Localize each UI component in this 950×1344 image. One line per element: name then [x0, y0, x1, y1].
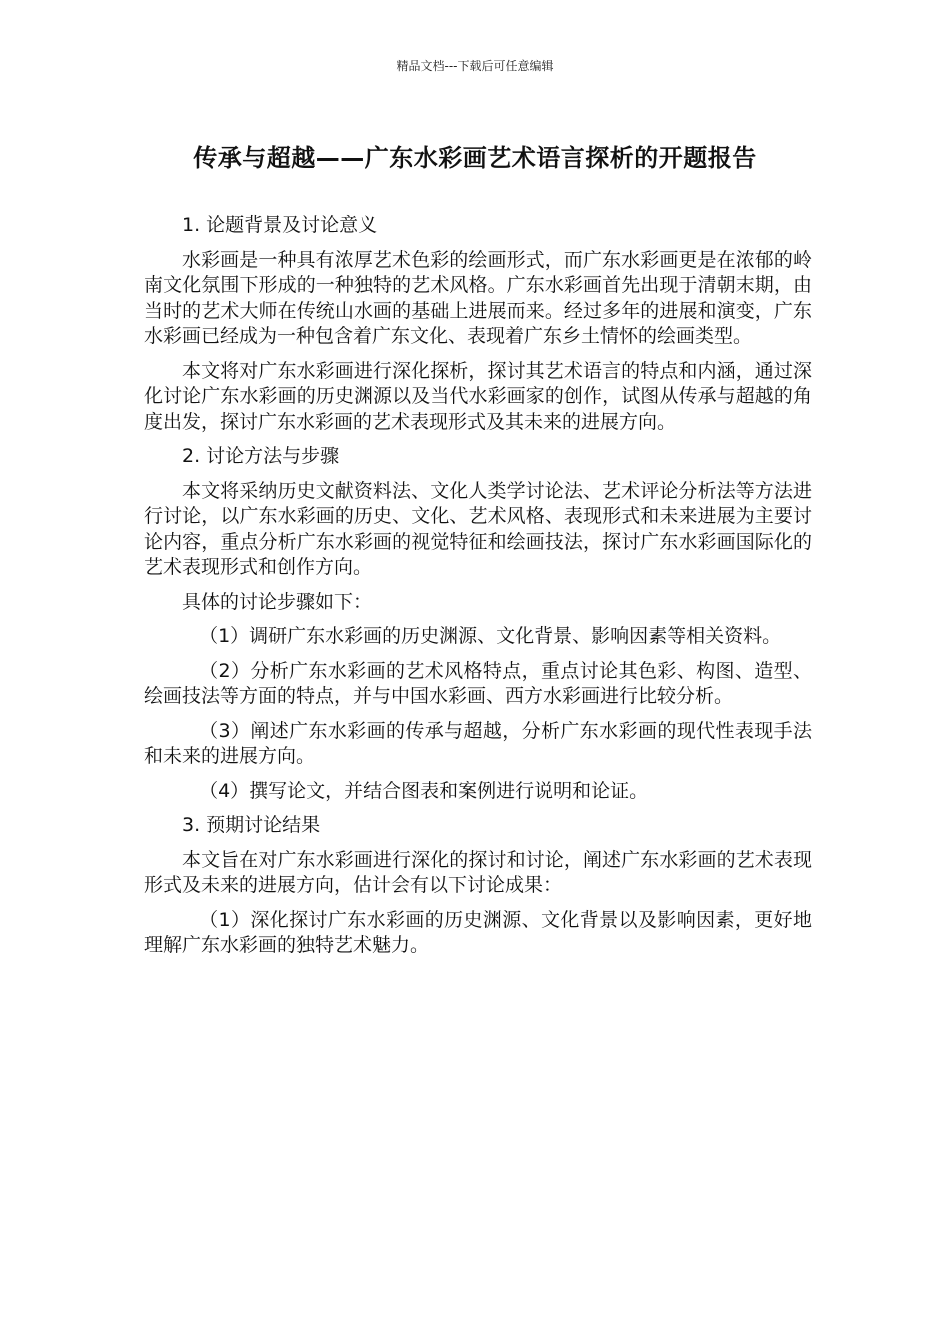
paragraph-study-aim: 本文将对广东水彩画进行深化探析，探讨其艺术语言的特点和内涵，通过深化讨论广东水彩画的历史渊源以及当代水彩画家的创作，试图从传承与超越的角度出发，探讨广东水彩画的艺术表现形式及其未来的进展方向。 [144, 359, 812, 433]
section-heading-background: 1. 论题背景及讨论意义 [182, 214, 378, 236]
section-heading-methods: 2. 讨论方法与步骤 [182, 445, 340, 467]
paragraph-expected-results: 本文旨在对广东水彩画进行深化的探讨和讨论，阐述广东水彩画的艺术表现形式及未来的进展方向，估计会有以下讨论成果： [144, 848, 812, 896]
paragraph-methods: 本文将采纳历史文献资料法、文化人类学讨论法、艺术评论分析法等方法进行讨论，以广东水彩画的历史、文化、艺术风格、表现形式和未来进展为主要讨论内容，重点分析广东水彩画的视觉特征和绘画技法，探讨广东水彩画国际化的艺术表现形式和创作方向。 [144, 479, 812, 578]
document-title: 传承与超越——广东水彩画艺术语言探析的开题报告 [193, 144, 757, 172]
section-heading-expected-results: 3. 预期讨论结果 [182, 814, 321, 836]
list-item-step-2: （2）分析广东水彩画的艺术风格特点，重点讨论其色彩、构图、造型、绘画技法等方面的特点，并与中国水彩画、西方水彩画进行比较分析。 [144, 659, 812, 707]
list-item-result-1: （1）深化探讨广东水彩画的历史渊源、文化背景以及影响因素，更好地理解广东水彩画的独特艺术魅力。 [144, 908, 812, 956]
list-item-step-3: （3）阐述广东水彩画的传承与超越，分析广东水彩画的现代性表现手法和未来的进展方向。 [144, 719, 812, 767]
list-item-step-1: （1）调研广东水彩画的历史渊源、文化背景、影响因素等相关资料。 [199, 625, 782, 647]
paragraph-watercolor-intro: 水彩画是一种具有浓厚艺术色彩的绘画形式，而广东水彩画更是在浓郁的岭南文化氛围下形成的一种独特的艺术风格。广东水彩画首先出现于清朝末期，由当时的艺术大师在传统山水画的基础上进展而来。经过多年的进展和演变，广东水彩画已经成为一种包含着广东文化、表现着广东乡土情怀的绘画类型。 [144, 248, 812, 347]
document-body [144, 213, 812, 968]
list-item-step-4: （4）撰写论文，并结合图表和案例进行说明和论证。 [199, 779, 649, 802]
paragraph-steps-intro: 具体的讨论步骤如下： [182, 590, 373, 613]
page-header-note: 精品文档---下载后可任意编辑 [396, 59, 554, 73]
